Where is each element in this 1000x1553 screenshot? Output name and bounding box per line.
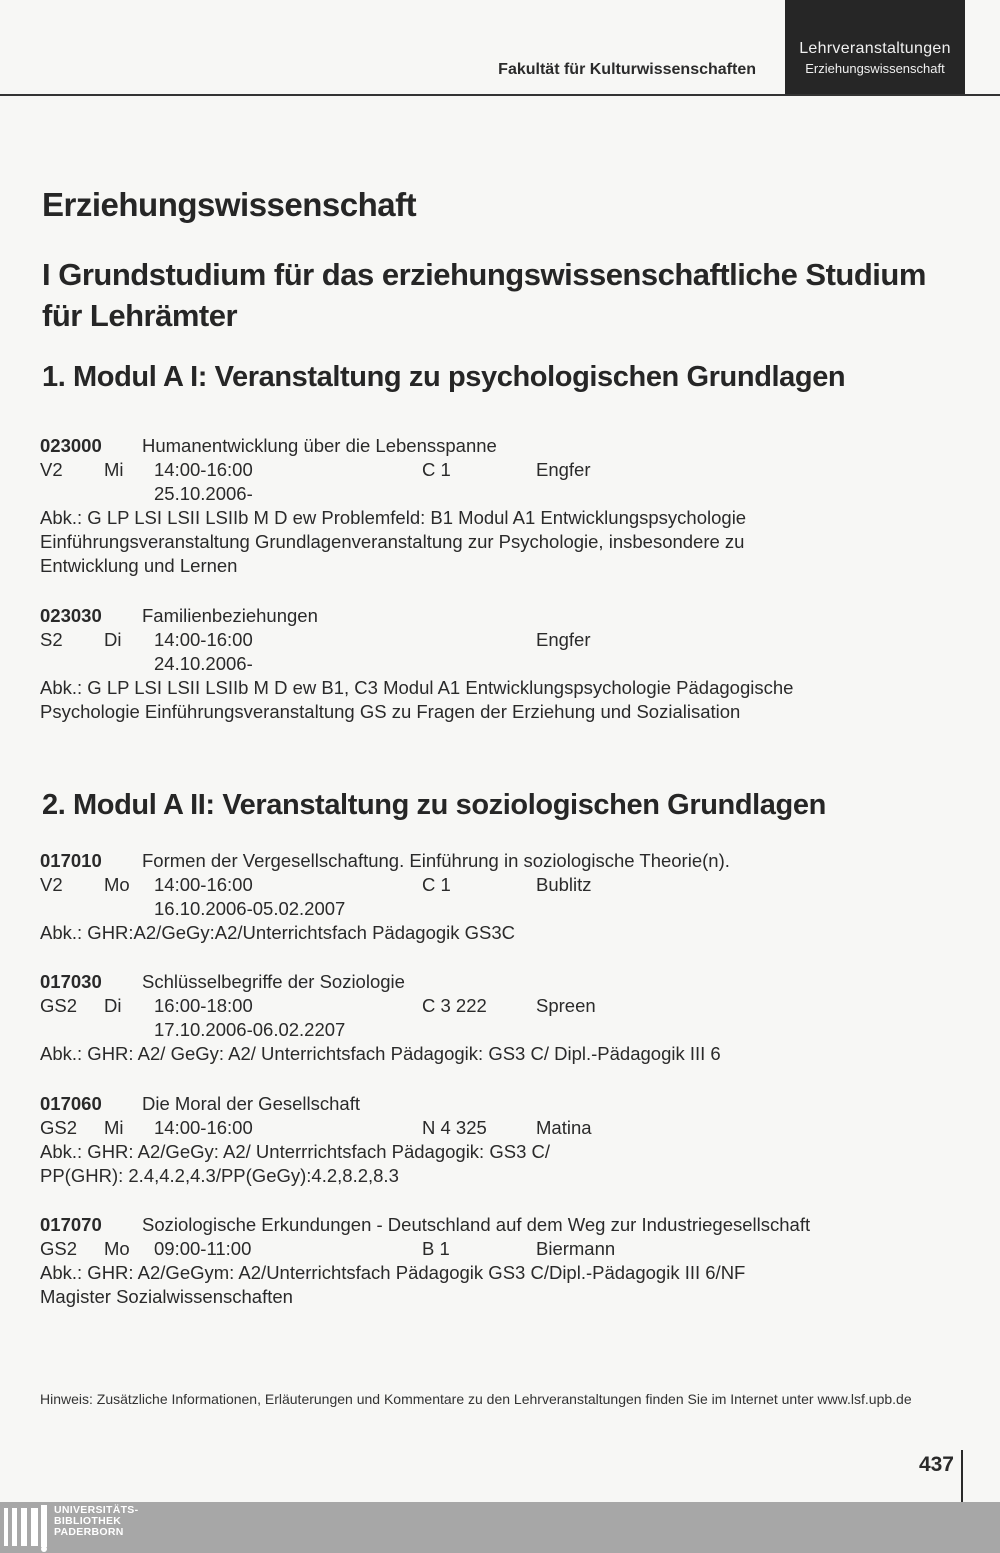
course-entry [40, 604, 840, 724]
course-abbreviations: Abk.: GHR: A2/GeGym: A2/Unterrichtsfach Pädagogik GS3 C/Dipl.-Pädagogik III 6/NF Magister Sozialwissenschaften [40, 1262, 746, 1307]
course-entry [40, 849, 840, 945]
course-type: GS2 [40, 1238, 78, 1259]
course-lecturer: Engfer [536, 629, 591, 650]
page-number: 437 [918, 1453, 954, 1476]
course-number: 017030 [40, 971, 102, 992]
course-type: GS2 [40, 995, 78, 1016]
course-number: 017010 [40, 850, 102, 871]
course-type: V2 [40, 459, 63, 480]
course-abbreviations: Abk.: GHR: A2/GeGy: A2/ Unterrrichtsfach Pädagogik: GS3 C/ PP(GHR): 2.4,4.2,4.3/PP(GeGy):4.2,8.2,8.3 [40, 1141, 550, 1186]
course-dates: 25.10.2006- [154, 483, 253, 504]
course-title: Schlüsselbegriffe der Soziologie [142, 971, 405, 992]
course-day: Di [104, 629, 122, 650]
header-rule [0, 94, 1000, 96]
page-number-rule [961, 1450, 963, 1502]
course-time: 14:00-16:00 [154, 874, 253, 895]
course-entry [40, 970, 840, 1066]
course-day: Mo [104, 874, 130, 895]
course-day: Di [104, 995, 122, 1016]
course-lecturer: Spreen [536, 995, 596, 1016]
module1-heading: 1. Modul A I: Veranstaltung zu psychologischen Grundlagen [42, 361, 846, 393]
footnote-hint: Hinweis: Zusätzliche Informationen, Erläuterungen und Kommentare zu den Lehrveranstaltungen finden Sie im Internet unter www.lsf.upb.de [40, 1391, 912, 1407]
course-title: Die Moral der Gesellschaft [142, 1093, 360, 1114]
section-tab-title: Lehrveranstaltungen [799, 40, 951, 57]
course-dates: 17.10.2006-06.02.2207 [154, 1019, 346, 1040]
library-footer-bar [0, 1502, 1000, 1553]
course-lecturer: Biermann [536, 1238, 616, 1259]
course-type: V2 [40, 874, 63, 895]
course-room: C 1 [422, 459, 451, 480]
course-dates: 16.10.2006-05.02.2007 [154, 898, 346, 919]
course-number: 017060 [40, 1093, 102, 1114]
course-room: B 1 [422, 1238, 450, 1259]
course-abbreviations: Abk.: G LP LSI LSII LSIIb M D ew Problemfeld: B1 Modul A1 Entwicklungspsychologie Einführungsveranstaltung Grundlagenveranstaltung zur Psychologie, insbesondere zu Entwicklung und Lernen [40, 507, 747, 576]
course-time: 14:00-16:00 [154, 459, 253, 480]
course-entry [40, 1213, 840, 1309]
library-name-line: PADERBORN [54, 1526, 124, 1538]
course-abbreviations: Abk.: GHR:A2/GeGy:A2/Unterrichtsfach Pädagogik GS3C [40, 922, 516, 943]
course-abbreviations: Abk.: G LP LSI LSII LSIIb M D ew B1, C3 Modul A1 Entwicklungspsychologie Pädagogische Psychologie Einführungsveranstaltung GS zu Fragen der Erziehung und Sozialisation [40, 677, 794, 722]
section-subtitle: I Grundstudium für das erziehungswissenschaftliche Studium für Lehrämter [42, 257, 926, 333]
library-logo-icon [2, 1502, 50, 1553]
section-tab-subtitle: Erziehungswissenschaft [805, 61, 945, 76]
course-day: Mi [104, 459, 124, 480]
course-number: 023030 [40, 605, 102, 626]
course-lecturer: Bublitz [536, 874, 592, 895]
course-room: C 1 [422, 874, 451, 895]
faculty-name: Fakultät für Kulturwissenschaften [498, 61, 756, 78]
section-tab [785, 0, 965, 95]
course-title: Humanentwicklung über die Lebensspanne [142, 435, 497, 456]
course-title: Formen der Vergesellschaftung. Einführung in soziologische Theorie(n). [142, 850, 730, 871]
library-name [54, 1505, 138, 1538]
course-day: Mo [104, 1238, 130, 1259]
course-time: 09:00-11:00 [154, 1238, 252, 1259]
course-time: 14:00-16:00 [154, 629, 253, 650]
course-title: Familienbeziehungen [142, 605, 318, 626]
library-name-line: UNIVERSITÄTS- [54, 1504, 139, 1516]
course-type: GS2 [40, 1117, 78, 1138]
course-type: S2 [40, 629, 63, 650]
course-number: 017070 [40, 1214, 102, 1235]
course-room: C 3 222 [422, 995, 487, 1016]
page-title: Erziehungswissenschaft [42, 186, 417, 223]
course-abbreviations: Abk.: GHR: A2/ GeGy: A2/ Unterrichtsfach Pädagogik: GS3 C/ Dipl.-Pädagogik III 6 [40, 1043, 721, 1064]
course-time: 16:00-18:00 [154, 995, 253, 1016]
course-title: Soziologische Erkundungen - Deutschland auf dem Weg zur Industriegesellschaft [142, 1214, 811, 1235]
course-time: 14:00-16:00 [154, 1117, 253, 1138]
module2-heading: 2. Modul A II: Veranstaltung zu soziologischen Grundlagen [42, 789, 826, 821]
course-day: Mi [104, 1117, 124, 1138]
course-entry [40, 434, 840, 578]
library-name-line: BIBLIOTHEK [54, 1515, 122, 1527]
course-entry [40, 1092, 840, 1188]
course-lecturer: Matina [536, 1117, 592, 1138]
course-number: 023000 [40, 435, 102, 456]
course-room: N 4 325 [422, 1117, 487, 1138]
course-dates: 24.10.2006- [154, 653, 253, 674]
course-lecturer: Engfer [536, 459, 591, 480]
